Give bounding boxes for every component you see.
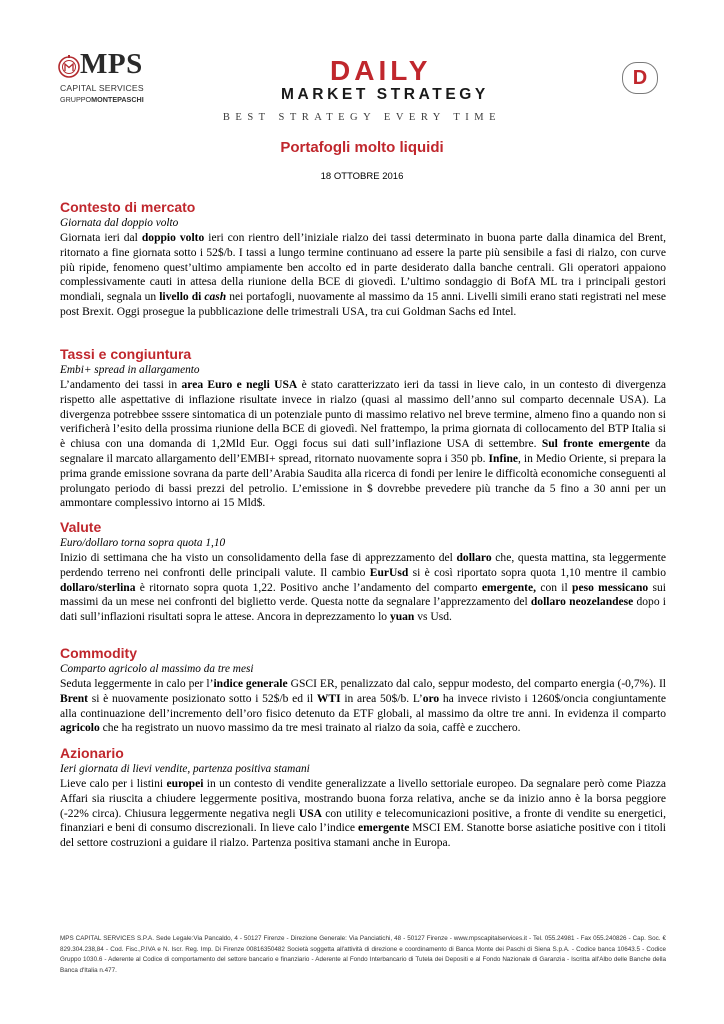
text-run: con utility e telecomunicazioni positive, a fronte di vendite su energetici, finanziari e beni di consumo discrezionali. In lieve calo l’indice xyxy=(60,807,667,835)
bold-run: USA xyxy=(298,807,322,820)
text-run: L’andamento dei tassi in xyxy=(60,379,182,391)
section-body xyxy=(60,777,666,851)
section-subtitle: Comparto agricolo al massimo da tre mesi xyxy=(60,663,254,675)
bold-run: dollaro/sterlina xyxy=(60,581,136,594)
bold-run: Sul fronte emergente xyxy=(541,438,650,451)
bold-run: peso messicano xyxy=(572,581,649,594)
section-title: Commodity xyxy=(60,645,137,661)
text-run: ieri con rientro dell’iniziale rialzo dei tassi determinato in buona parte dalla dinamica del Brent, ritornato a fine giornata sotto i 52$/b. I tassi a lungo termine continuano ad essere la parte più sensibile a fasi di rialzo, con curve più ripide, fenomeno quest’ultimo ampiamente ben accolto ed in parte desiderato dalla banche centrali. Gli operatori appaiono complessivamente cauti in attesa della riunione della BCE di giovedì. L’ultimo sondaggio di BofA ML tra i principali gestori mondiali, segnala un xyxy=(60,232,667,304)
bold-run: emergente xyxy=(358,822,410,835)
bold-run: europei xyxy=(166,778,204,790)
text-run: Giornata ieri dal xyxy=(60,232,142,244)
section-tassi-e-congiuntura xyxy=(60,346,666,511)
text-run: Inizio di settimana che ha visto un consolidamento della fase di apprezzamento del xyxy=(60,552,457,564)
bold-run: doppio volto xyxy=(141,232,205,244)
text-run: con il xyxy=(536,581,573,594)
logo-name: MPS xyxy=(80,48,143,80)
bold-run: dollaro neozelandese xyxy=(530,596,634,609)
logo-group xyxy=(60,95,144,104)
bold-run: dollaro xyxy=(456,552,492,564)
text-run: MSCI EM. Stanotte borse asiatiche positive con i titoli del settore costruzioni a guidare il rialzo. Partenza positiva stamani anche in Europa. xyxy=(60,822,666,850)
text-run: vs Usd. xyxy=(414,611,452,624)
text-run: sui massimi da un mese nei confronti del biglietto verde. Questa notte da segnalare l’apprezzamento del xyxy=(60,581,667,609)
section-title: Azionario xyxy=(60,745,124,761)
mps-seal-icon xyxy=(58,54,80,80)
section-contesto-di-mercato xyxy=(60,199,666,320)
bold-run: cash xyxy=(204,291,227,304)
text-run: Seduta leggermente in calo per l’ xyxy=(60,678,214,690)
legal-footer: MPS CAPITAL SERVICES S.P.A. Sede Legale:Via Pancaldo, 4 - 50127 Firenze - Direzione Generale: Via Panciatichi, 48 - 50127 Firenze - www.mpscapitalservices.it - Tel. 055.24981 - Fax 055.240826 - Cap. Soc. € 829.304.238,84 - Cod. Fisc.,P.IVA e N. Iscr. Reg. Imp. Di Firenze 00816350482 Società soggetta all'attività di direzione e coordinamento di Banca Monte dei Paschi di Siena S.p.A. - Codice banca 10643.5 - Codice Gruppo 1030.6 - Aderente al Codice di comportamento del settore bancario e finanziario - Aderente al Fondo Interbancario di Tutela dei Depositi e al Fondo Nazionale di Garanzia - Iscritta all'Albo delle Banche della Banca d'Italia n.477. xyxy=(60,935,666,974)
bold-run: livello di xyxy=(159,291,205,304)
daily-badge: D xyxy=(622,62,658,94)
section-body xyxy=(60,378,666,511)
logo-group-name: MONTEPASCHI xyxy=(91,95,144,104)
section-subtitle: Giornata dal doppio volto xyxy=(60,217,179,229)
bold-run: emergente, xyxy=(481,581,536,594)
bold-run: oro xyxy=(422,692,440,705)
text-run: ha invece rivisto i 1260$/oncia congiuntamente alla continuazione dell’incremento dell’oro fisico detenuto da ETF globali, al massimo da oltre tre anni. In evidenza il comparto xyxy=(60,692,666,720)
header-tagline: BEST STRATEGY EVERY TIME xyxy=(222,112,502,123)
text-run: in un contesto di vendite generalizzate a livello settoriale europeo. Da segnalare però come Piazza Affari sia riuscita a chiudere leggermente positiva, mostrando buona forza relativa, anche se da inizio anno è la borsa peggiore (-22% circa). Chiusura leggermente negativa negli xyxy=(60,778,666,820)
section-valute xyxy=(60,519,666,625)
text-run: si è così riportato sopra quota 1,10 mentre il cambio xyxy=(408,566,666,579)
section-body xyxy=(60,231,666,320)
text-run: GSCI ER, penalizzato dal calo, seppur modesto, del comparto energia (-0,7%). Il xyxy=(287,678,667,690)
section-commodity xyxy=(60,645,666,736)
document-date: 18 OTTOBRE 2016 xyxy=(320,171,404,182)
header-daily: DAILY xyxy=(330,55,432,86)
document-title: Portafogli molto liquidi xyxy=(280,139,444,156)
section-subtitle: Euro/dollaro torna sopra quota 1,10 xyxy=(60,537,226,549)
mps-logo xyxy=(58,50,168,112)
section-title: Contesto di mercato xyxy=(60,199,196,215)
bold-run: Brent xyxy=(60,692,89,705)
text-run: nei portafogli, nuovamente al massimo da 15 anni. Livelli simili erano stati registrati nel mese post Brexit. Oggi prosegue la pubblicazione delle trimestrali USA, tra cui Goldman Sachs ed Intel. xyxy=(60,291,666,318)
text-run: è stato caratterizzato ieri da tassi in lieve calo, in un contesto di divergenza rispetto alle aspettative di inflazione risultate invece in rialzo (quasi al massimo dell’anno sul comparto decennale USA). La divergenza potrebbee sssere sintomatica di un potenziale punto di massimo relativo nel breve termine, almeno fino a quando non si verificherà l’esito della prossima riunione della BCE di giovedì. Nel frattempo, la prima giornata di collocamento del BTP Italia si è chiusa con una domanda di 1,2Mld Eur. Oggi focus sui dati sull’inflazione USA di settembre. xyxy=(60,379,666,451)
section-title: Tassi e congiuntura xyxy=(60,346,192,362)
text-run: si è nuovamente posizionato sotto i 52$/b ed il xyxy=(88,692,317,705)
bold-run: EurUsd xyxy=(369,566,409,579)
text-run: dopo i dati sull’inflazioni risultati sopra le attese. Ancora in deprezzamento lo xyxy=(60,596,666,624)
text-run: , in Medio Oriente, si prepara la prima grande emissione sovrana da parte dell’Arabia Saudita alla ricerca di fondi per lenire le difficoltà economiche conseguenti al prolungato periodo di bassi prezzi del petrolio. L’emissione in $ dovrebbe prevedere più tranche da 5 fino a 30 anni per un ammontare complessivo intorno ai 15 Mld$. xyxy=(60,452,666,510)
bold-run: Infine xyxy=(488,452,519,465)
text-run: in area 50$/b. L’ xyxy=(340,692,423,705)
text-run: da segnalare il marcato allargamento dell’EMBI+ spread, ritornato nuovamente sopra i 350 pb. xyxy=(60,438,666,465)
bold-run: yuan xyxy=(389,611,415,624)
bold-run: agricolo xyxy=(60,722,100,735)
section-body xyxy=(60,677,666,736)
logo-subtitle: CAPITAL SERVICES xyxy=(60,83,144,93)
section-subtitle: Embi+ spread in allargamento xyxy=(60,364,200,376)
header-market-strategy: MARKET STRATEGY xyxy=(281,86,489,103)
section-title: Valute xyxy=(60,519,102,535)
bold-run: area Euro e negli USA xyxy=(181,379,298,391)
section-body xyxy=(60,551,666,625)
bold-run: indice generale xyxy=(213,678,288,690)
section-azionario xyxy=(60,745,666,851)
logo-group-prefix: GRUPPO xyxy=(60,95,92,104)
text-run: è ritornato sopra quota 1,22. Positivo anche l’andamento del comparto xyxy=(135,581,482,594)
text-run: Lieve calo per i listini xyxy=(60,778,167,790)
text-run: che, questa mattina, sta leggermente perdendo terreno nei confronti delle principali valute. Il cambio xyxy=(60,552,666,579)
text-run: che ha registrato un nuovo massimo da tre mesi trainato al rialzo da soia, caffè e zucchero. xyxy=(99,722,521,735)
bold-run: WTI xyxy=(316,692,341,705)
section-subtitle: Ieri giornata di lievi vendite, partenza positiva stamani xyxy=(60,763,310,775)
